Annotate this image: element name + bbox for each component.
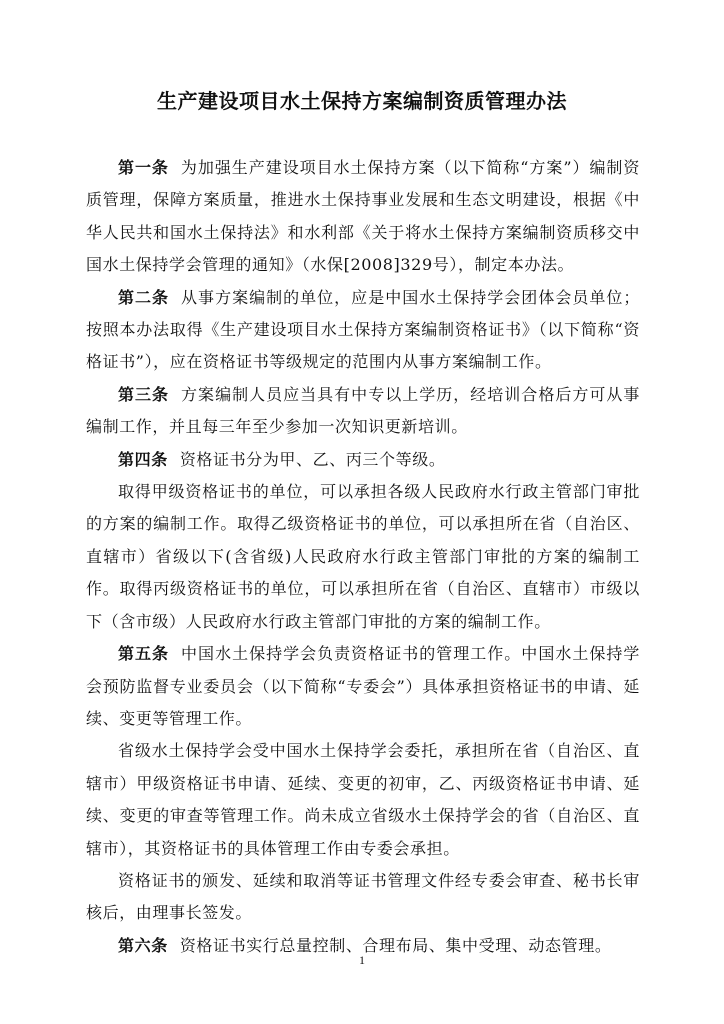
page-number: 1	[359, 953, 365, 967]
paragraph-article-3	[86, 379, 640, 444]
paragraph-text: 方案编制人员应当具有中专以上学历，经培训合格后方可从事编制工作，并且每三年至少参加一次知识更新培训。	[86, 384, 640, 437]
paragraph-text: 为加强生产建设项目水土保持方案（以下简称“方案”）编制资质管理，保障方案质量，推进水土保持事业发展和生态文明建设，根据《中华人民共和国水土保持法》和水利部《关于将水土保持方案编制资质移交中国水土保持学会管理的通知》（水保[2008]329号），制定本办法。	[86, 158, 640, 275]
article-number: 第一条	[118, 158, 169, 177]
article-number: 第三条	[118, 384, 170, 404]
paragraph-text: 省级水土保持学会受中国水土保持学会委托，承担所在省（自治区、直辖市）甲级资格证书申请、延续、变更的初审，乙、丙级资格证书申请、延续、变更的审查等管理工作。尚未成立省级水土保持学会的省（自治区、直辖市），其资格证书的具体管理工作由专委会承担。	[86, 741, 640, 858]
article-number: 第二条	[118, 287, 170, 307]
article-number: 第四条	[118, 449, 168, 469]
document-title: 生产建设项目水土保持方案编制资质管理办法	[157, 89, 567, 113]
paragraph-text: 从事方案编制的单位，应是中国水土保持学会团体会员单位；按照本办法取得《生产建设项目水土保持方案编制资格证书》（以下简称“资格证书”），应在资格证书等级规定的范围内从事方案编制工作。	[86, 287, 640, 372]
paragraph-text: 取得甲级资格证书的单位，可以承担各级人民政府水行政主管部门审批的方案的编制工作。取得乙级资格证书的单位，可以承担所在省（自治区、直辖市）省级以下(含省级)人民政府水行政主管部门审批的方案的编制工作。取得丙级资格证书的单位，可以承担所在省（自治区、直辖市）市级以下（含市级）人民政府水行政主管部门审批的方案的编制工作。	[86, 482, 640, 631]
article-number: 第五条	[118, 644, 170, 664]
paragraph-text: 中国水土保持学会负责资格证书的管理工作。中国水土保持学会预防监督专业委员会（以下简称“专委会”）具体承担资格证书的申请、延续、变更等管理工作。	[86, 644, 640, 728]
paragraph-text: 资格证书的颁发、延续和取消等证书管理文件经专委会审查、秘书长审核后，由理事长签发。	[86, 870, 640, 923]
paragraph-article-4-detail	[86, 476, 640, 638]
paragraph-article-4	[86, 444, 640, 476]
paragraph-article-5	[86, 638, 640, 735]
paragraph-article-1	[86, 152, 640, 282]
paragraph-article-5-issuance	[86, 865, 640, 930]
paragraph-article-5-provincial	[86, 735, 640, 865]
paragraph-text: 资格证书实行总量控制、合理布局、集中受理、动态管理。	[179, 935, 612, 955]
article-number: 第六条	[118, 935, 168, 955]
paragraph-article-2	[86, 282, 640, 379]
paragraph-text: 资格证书分为甲、乙、丙三个等级。	[179, 449, 446, 469]
document-body	[86, 152, 640, 962]
